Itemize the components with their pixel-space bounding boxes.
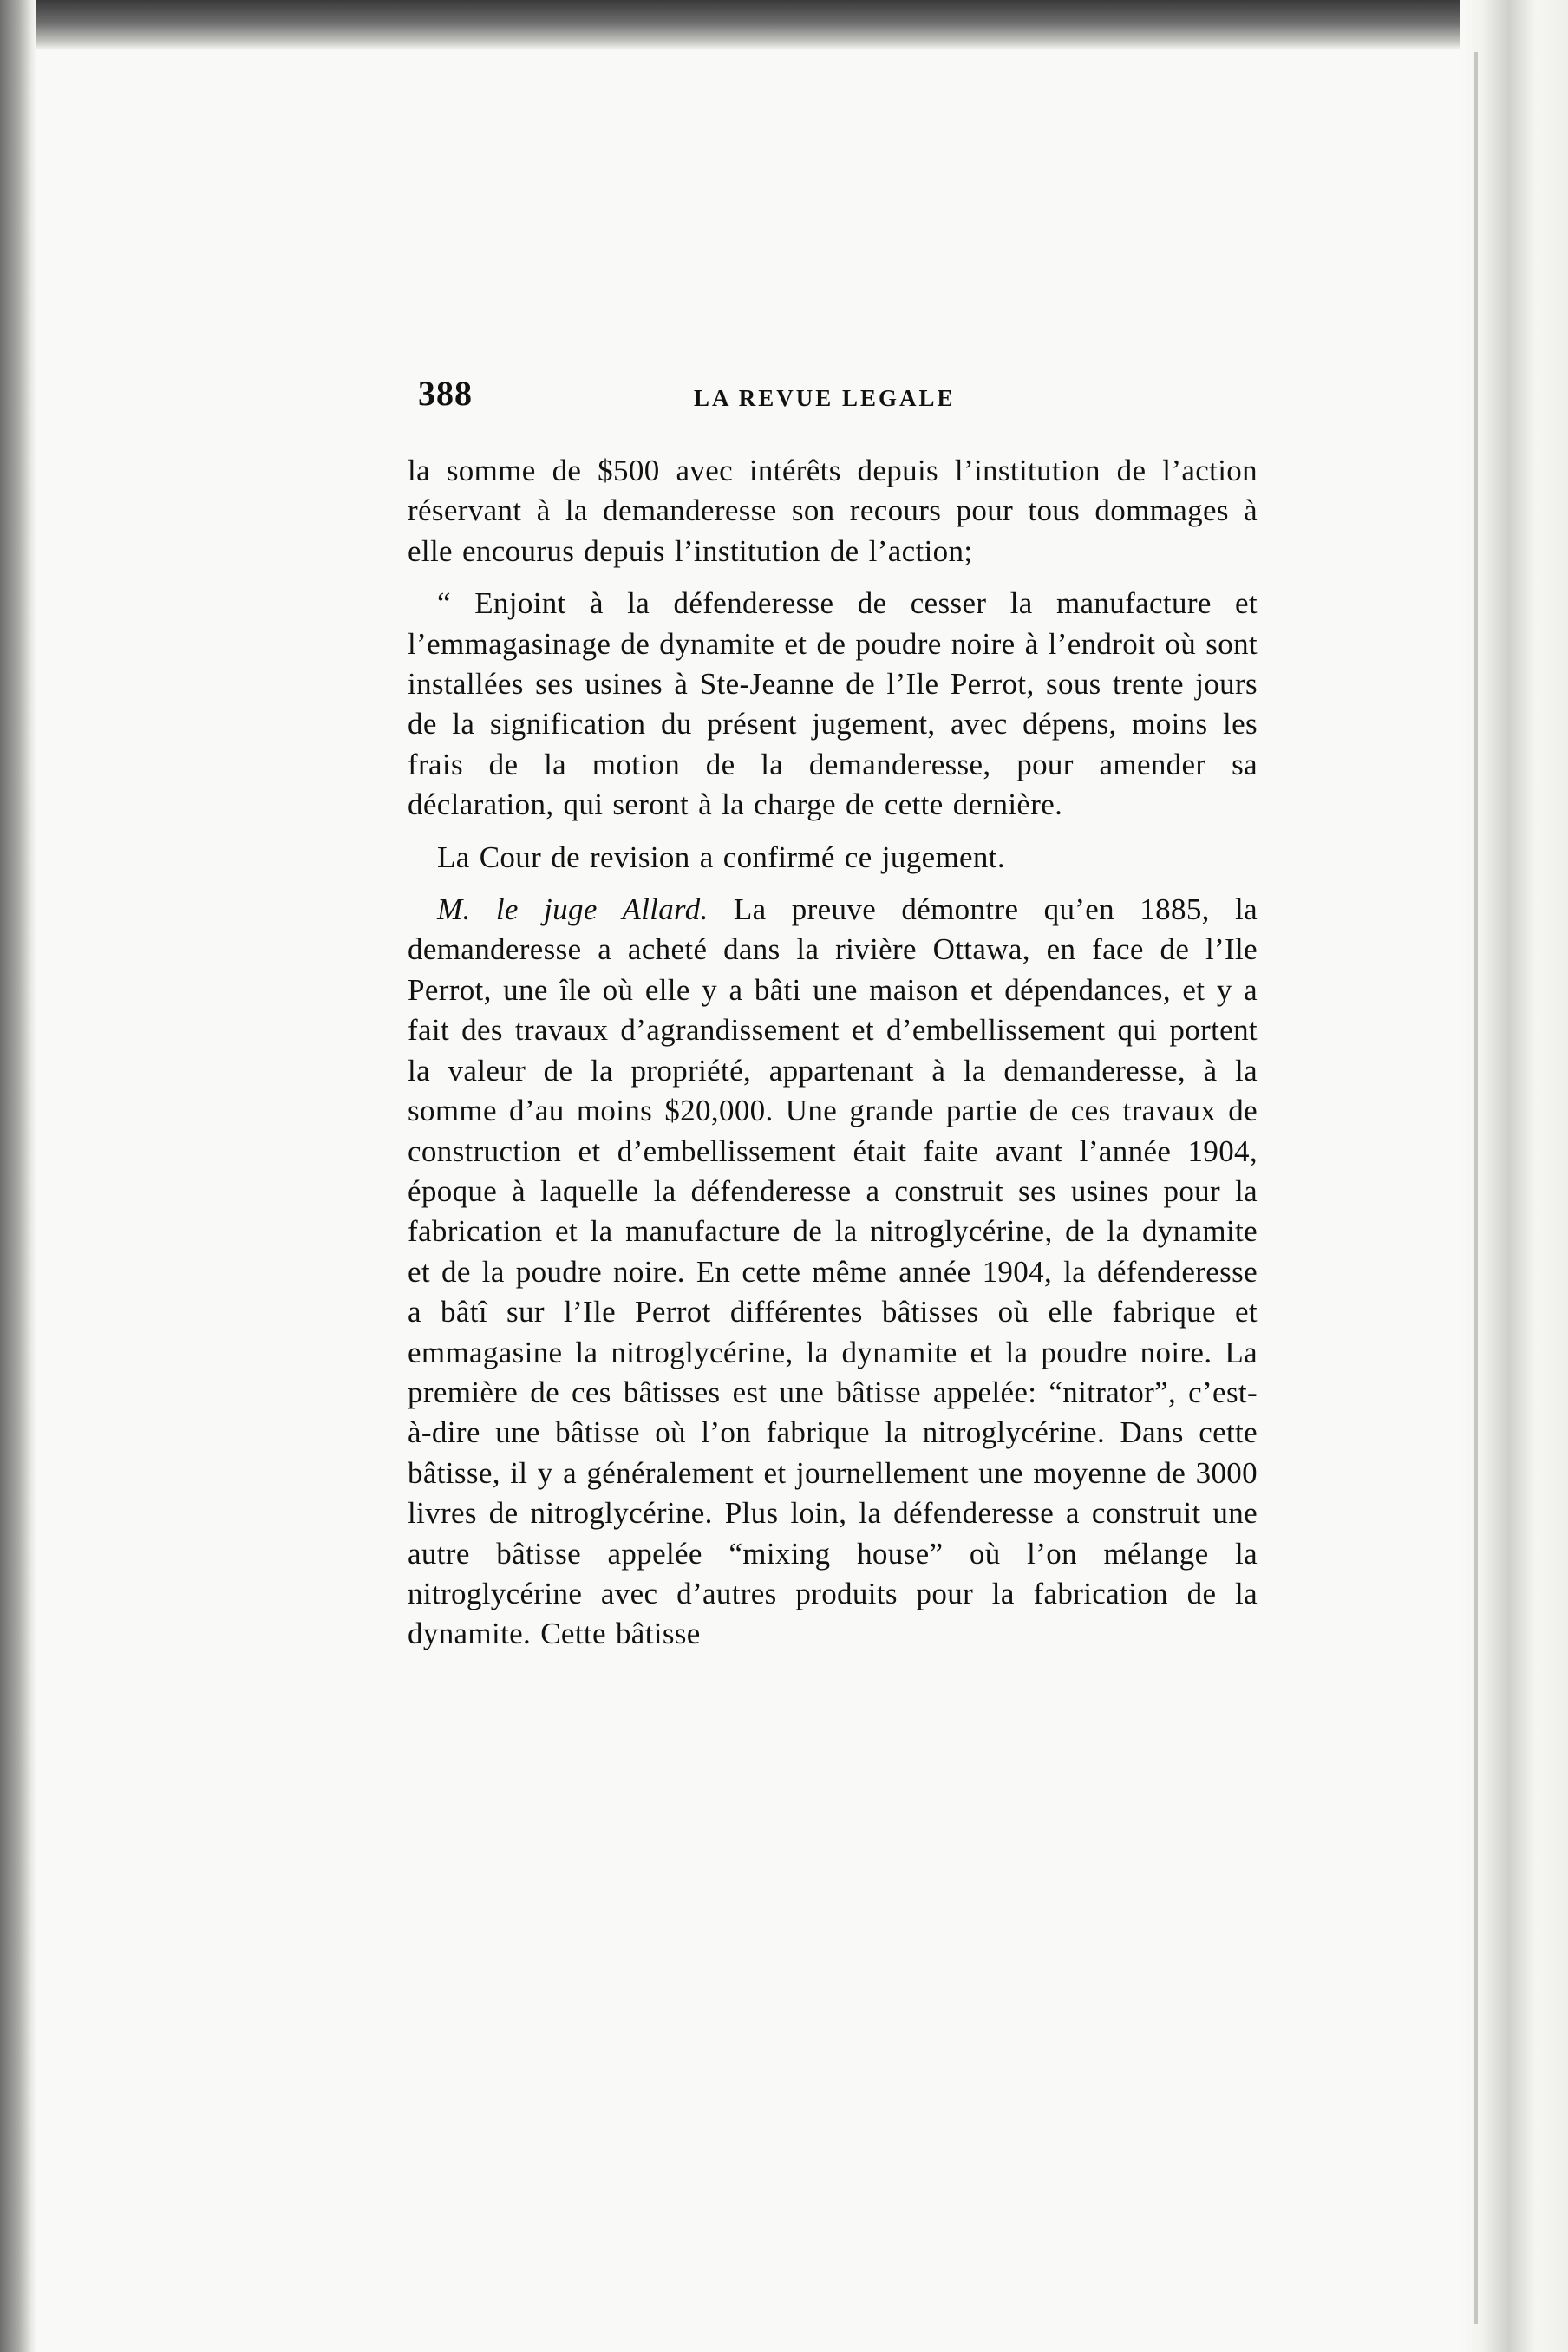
page-content — [408, 373, 1258, 1667]
paragraph-injunction: “ Enjoint à la défenderesse de cesser la manufacture et l’emmagasinage de dynamite et de poudre noire à l’endroit où sont installées ses usines à Ste-Jeanne de l’Ile Perrot, sous trente jours de la signification du présent jugement, avec dépens, moins les frais de la motion de la demanderesse, pour amender sa déclaration, qui seront à la charge de cette dernière. — [408, 586, 1258, 822]
running-head — [408, 373, 1258, 434]
page-number: 388 — [418, 374, 473, 413]
judge-name: M. le juge Allard. — [437, 892, 709, 927]
scan-top-edge — [0, 0, 1568, 50]
book-gutter — [1474, 52, 1478, 2324]
journal-title: LA REVUE LEGALE — [694, 385, 956, 411]
paragraph-revision: La Cour de revision a confirmé ce jugement. — [437, 840, 1005, 874]
paragraph-judge-allard — [408, 890, 1258, 1655]
judge-opinion-text: La preuve démontre qu’en 1885, la demanderesse a acheté dans la rivière Ottawa, en face de l’Ile Perrot, une île où elle y a bâti une maison et dépendances, et y a fait des travaux d’agrandissement et d’embellissement qui portent la valeur de la propriété, appartenant à la demanderesse, à la somme d’au moins $20,000. Une grande partie de ces travaux de construction et d’embellissement était faite avant l’année 1904, époque à laquelle la défenderesse a construit ses usines pour la fabrication et la manufacture de la nitroglycérine, de la dynamite et de la poudre noire. En cette même année 1904, la défenderesse a bâtî sur l’Ile Perrot différentes bâtisses où elle fabrique et emmagasine la nitroglycérine, la dynamite et la poudre noire. La première de ces bâtisses est une bâtisse appelée: “nitrator”, c’est-à-dire une bâtisse où l’on fabrique la nitroglycérine. Dans cette bâtisse, il y a généralement et journellement une moyenne de 3000 livres de nitroglycérine. Plus loin, la défenderesse a construit une autre bâtisse appelée “mixing house” où l’on mélange la nitroglycérine avec d’autres produits pour la fabrication de la dynamite. Cette bâtisse — [408, 892, 1258, 1651]
body-text — [408, 451, 1258, 1655]
paragraph-judgment-sum: la somme de $500 avec intérêts depuis l’institution de l’action réservant à la demanderesse son recours pour tous dommages à elle encourus depuis l’institution de l’action; — [408, 454, 1258, 568]
scan-left-edge — [0, 0, 36, 2352]
